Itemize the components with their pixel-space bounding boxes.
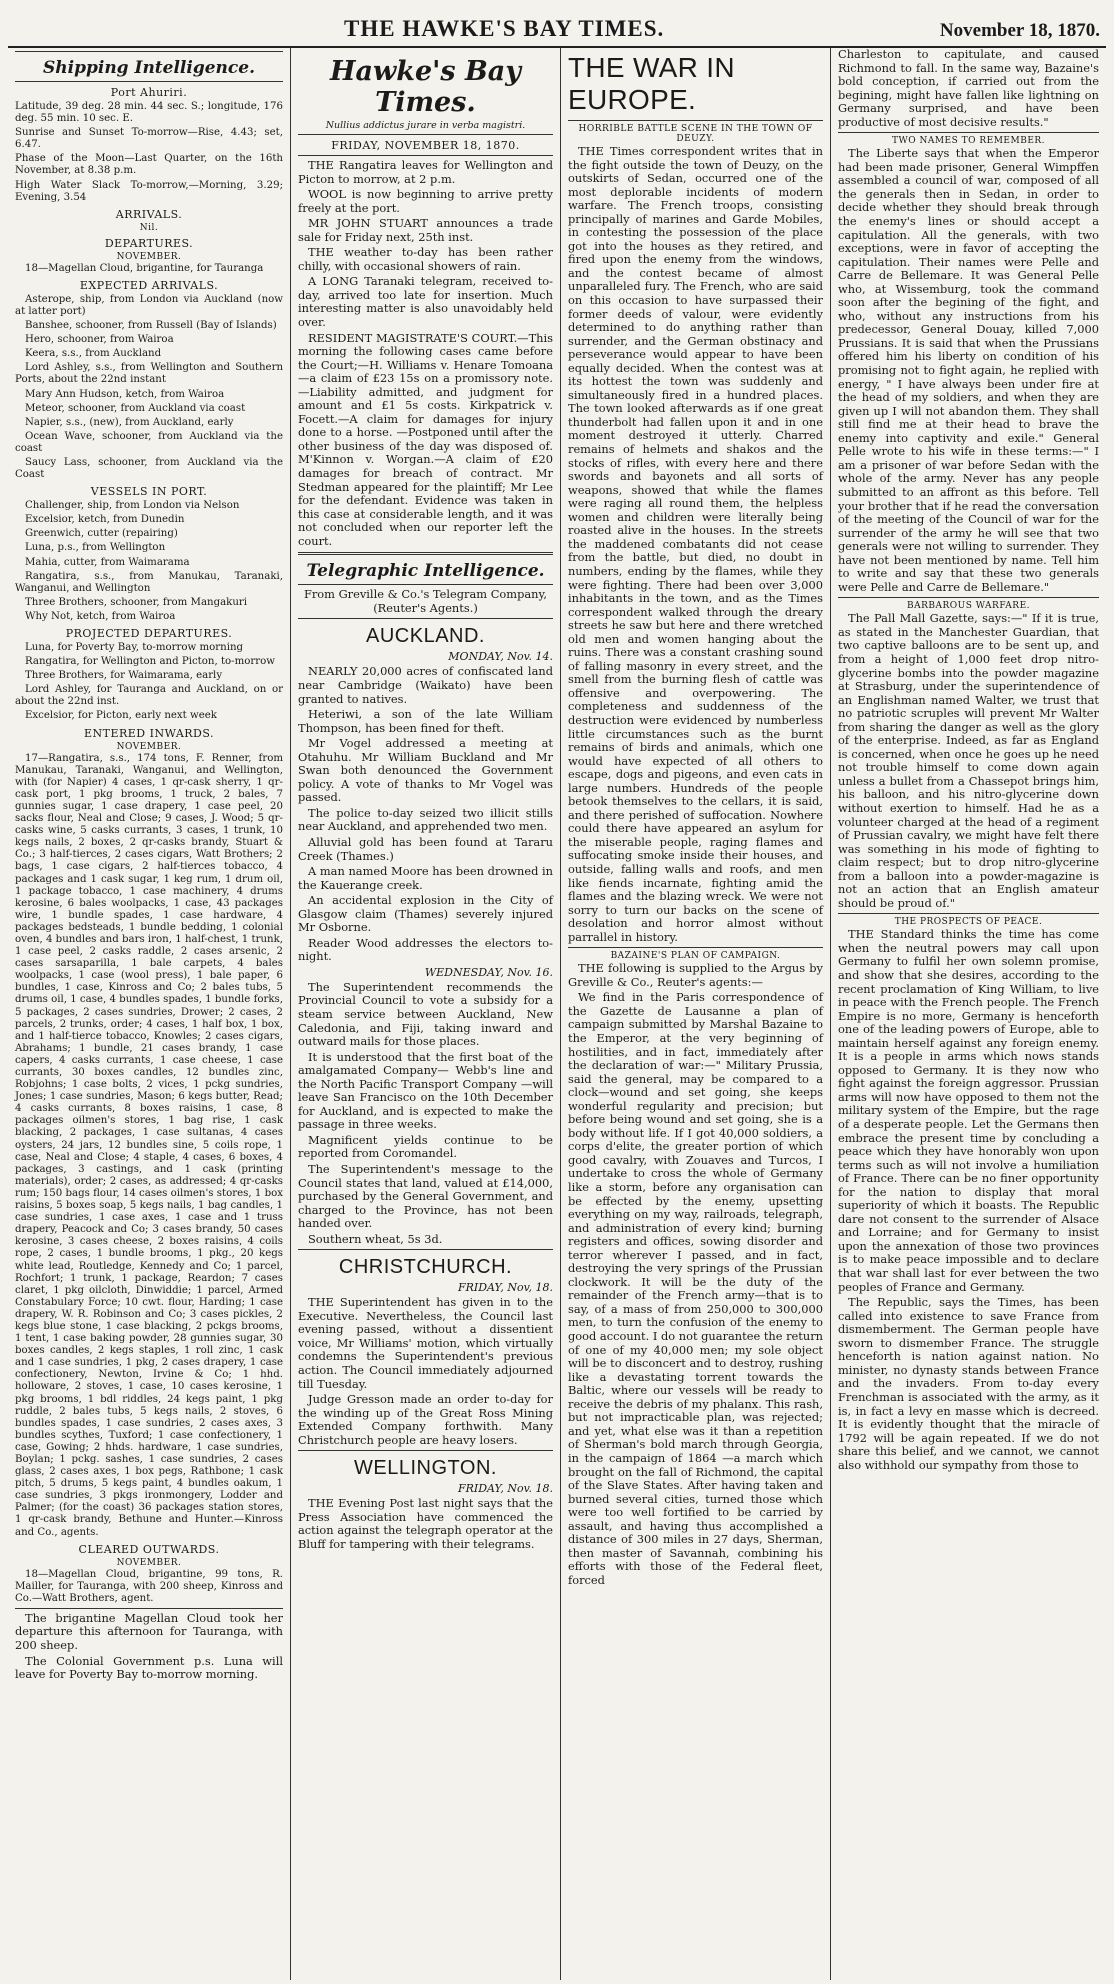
shipping-note: The brigantine Magellan Cloud took her departure this afternoon for Tauranga, with 200 sheep. <box>15 1610 283 1653</box>
local-paragraph: A LONG Taranaki telegram, received to-day, arrived too late for insertion. Much interesting matter is also unavoidably held over. <box>298 274 553 330</box>
vessels-heading: VESSELS IN PORT. <box>90 485 208 499</box>
article-bazaine: We find in the Paris correspondence of the Gazette de Lausanne a plan of campaign submitted by Marshal Bazaine to the Emperor, at the very beginning of hostilities, and in fact, immediately after the declaration of war:—" Military Prussia, said the general, may be compared to a clock—wound and set going, she keeps wonderful regularity and precision; but before being wound and set going, she is a body without life. If I got 40,000 soldiers, a corps d'elite, the greater portion of which good cavalry, with Zouaves and Turcos, I undertake to cross the whole of Germany like a storm, before any organisation can be effected by the enemy, upsetting everything on my way, railroads, telegraph, and administration of every kind; burning registers and offices, sowing disorder and terror wherever I passed, and in fact, destroying the very springs of the Prussian clockwork. It will be the duty of the remainder of the French army—that is to say, of a mass of from 250,000 to 300,000 men, to turn the confusion of the enemy to good account. I do not guarantee the return of one of my 40,000 men; my sole object will be to disconcert and to destroy, rushing like a devastating torrent towards the Baltic, where our vessels will be ready to receive the debris of my phalanx. This rash, but not impracticable plan, was rejected; and yet, what else was it than a repetition of Sherman's bold march through Georgia, in the campaign of 1864 —a march which brought on the fall of Richmond, the capital of the Slave States. After having taken and burned several cities, turned those which were too well fortified to be carried by assault, and having thus accomplished a distance of 300 miles in 27 days, Sherman, then master of Savannah, combining his efforts with those of the Federal fleet, forced <box>568 990 823 1587</box>
shipping-note: The Colonial Government p.s. Luna will leave for Poverty Bay to-morrow morning. <box>15 1653 283 1682</box>
expected-entry: Keera, s.s., from Auckland <box>25 348 162 360</box>
shipping-heading: Shipping Intelligence. <box>43 58 255 78</box>
cleared-heading: CLEARED OUTWARDS. <box>78 1542 220 1556</box>
vessel-entry: Three Brothers, schooner, from Mangakuri <box>25 596 248 608</box>
article-deuzy: THE Times correspondent writes that in the fight outside the town of Deuzy, on the outskirts of Sedan, occurred one of the most deplorable incidents of modern warfare. The French troops, consisting principally of marines and Garde Mobiles, in contesting the possession of the place got into the houses as they retired, and fired upon the enemy from the windows, and the contest became of almost unparalleled fury. The French, who are said on this occasion to have surpassed their former deeds of valour, were evidently determined to do anything rather than surrender, and the German obstinacy and perseverance would appear to have been equally decided. When the contest was at its hottest the town was suddenly and simultaneously fired in a hundred places. The town looked afterwards as if one great thunderbolt had fallen upon it and in one moment destroyed it utterly. Charred remains of helmets and shakos and the stocks of rifles, with every here and there swords and bayonets and all sorts of weapons, showed that while the flames were raging all round them, the helpless women and children were literally being roasted alive in the houses. In the streets the maddened combatants did not cease from the battle, but died, no doubt in numbers, ending by the flames, while they were fighting. There had been over 3,000 inhabitants in the town, and as the Times correspondent walked through the dreary streets he saw but here and there wretched old men and women hanging about the ruins. There was a constant crashing sound of falling masonry in every street, and the smell from the burning flesh of cattle was offensive and overpowering. The completeness and suddenness of the destruction were evidenced by numberless little circumstances such as the burnt remains of birds and animals, which one would have expected of all others to escape, dogs and pigeons, and even cats in large numbers. Hundreds of the people betook themselves to the cellars, it is said, and there perished of suffocation. Nowhere could there have appeared an asylum for the miserable people, raging flames and suffocating smoke inside their houses, and outside, falling walls and roofs, and men like fiends incarnate, fighting amid the flames and the blazing wreck. We were not sorry to turn our backs on the scene of desolation and horror almost without parrallel in history. <box>568 144 823 944</box>
dateline: MONDAY, Nov. 14. <box>448 650 553 664</box>
dateline: FRIDAY, Nov, 18. <box>457 1281 553 1295</box>
expected-entry: Meteor, schooner, from Auckland via coast <box>25 402 246 414</box>
local-paragraph: MR JOHN STUART announces a trade sale for Friday next, 25th inst. <box>298 216 553 244</box>
projected-heading: PROJECTED DEPARTURES. <box>65 627 233 640</box>
expected-entry: Mary Ann Hudson, ketch, from Wairoa <box>25 388 225 400</box>
article-peace: THE Standard thinks the time has come when the neutral powers may call upon Germany to fulfil her own solemn promise, and show that she desires, according to the recent proclamation of King William, to live in peace with the French people. The French Empire is no more, Germany is henceforth one of the leading powers of Europe, able to maintain herself against any foreign enemy. It is a people in arms which nows stands opposed to Germany. It is they now who fight against the foreign aggressor. Prussian arms will now have opposed to them not the military system of the Empire, but the rage of a desperate people. Let the Germans then embrace the present time by concluding a peace which they have honorably won upon terms such as will not involve a humiliation of France. There can be no finer opportunity for the nation to display that moral superiority of which it boasts. The Republic dare not consent to the surrender of Alsace and Lorraine; and for Germany to insist upon the annexation of those two provinces is to make peace impossible and to declare that war shall last for ever between the two peoples of France and Germany. <box>838 927 1099 1294</box>
projected-entry: Lord Ashley, for Tauranga and Auckland, on or about the 22nd inst. <box>15 684 283 708</box>
local-paragraph: WOOL is now beginning to arrive pretty freely at the port. <box>298 187 553 215</box>
local-paragraph: THE weather to-day has been rather chilly, with occasional showers of rain. <box>298 245 553 273</box>
sun-line: Sunrise and Sunset To-morrow—Rise, 4.43; set, 6.47. <box>15 127 283 151</box>
projected-entry: Rangatira, for Wellington and Picton, to-morrow <box>25 656 276 668</box>
column-war <box>560 48 830 1980</box>
newspaper-title: THE HAWKE'S BAY TIMES. <box>344 16 665 41</box>
city-heading-auckland: AUCKLAND. <box>366 625 485 648</box>
vessel-entry: Rangatira, s.s., from Manukau, Taranaki, Wanganui, and Wellington <box>15 570 283 594</box>
subheading-names: TWO NAMES TO REMEMBER. <box>891 136 1046 147</box>
news-item: Heteriwi, a son of the late William Thompson, has been fined for theft. <box>298 707 553 735</box>
news-item: Southern wheat, 5s 3d. <box>308 1231 443 1246</box>
expected-entry: Napier, s.s., (new), from Auckland, early <box>25 416 234 428</box>
column-shipping <box>8 48 290 1980</box>
projected-entry: Three Brothers, for Waimarama, early <box>25 670 223 682</box>
moon-line: Phase of the Moon—Last Quarter, on the 16th November, at 8.38 p.m. <box>15 153 283 177</box>
expected-entry: Asterope, ship, from London via Auckland (now at latter port) <box>15 293 283 317</box>
vessel-entry: Greenwich, cutter (repairing) <box>25 528 178 540</box>
departures-heading: DEPARTURES. <box>104 236 194 250</box>
local-paragraph: THE Rangatira leaves for Wellington and Picton to morrow, at 2 p.m. <box>298 158 553 186</box>
article-names: The Liberte says that when the Emperor had been made prisoner, General Wimpffen assembled a council of war, composed of all the generals then in Sedan, in order to decide whether they should break through the enemy's lines or should accept a capitulation. All the generals, with two exceptions, were in favor of accepting the capitulation. Their names were Pelle and Carre de Bellemare. It was General Pelle who, at Wissemburg, took the command soon after the begining of the fight, and who, without any instructions from his predecessor, General Douay, killed 7,000 Prussians. It is said that when the Prussians offered him his liberty on condition of his promising not to fight again, he replied with energy, " I have always been under fire at the head of my soldiers, and when they are given up I will not abandon them. They shall still find me at their head to brave the enemy into captivity and exile." General Pelle wrote to his wife in these terms:—" I am a prisoner of war before Sedan with the whole of the army. Never has any people submitted to an affront as this before. Tell your brother that if he read the conversation of the meeting of the Council of war for the surrender of the army he will see that two generals were not willing to surrender. They have not been mentioned by name. Tell him to write and say that these two generals were Pelle and Carre de Bellemare." <box>838 146 1099 594</box>
continued-text: Charleston to capitulate, and caused Richmond to fall. In the same way, Bazaine's bold conception, if carried out from the begining, might have fallen like lightning on Germany surprised, and have been productive of most decisive results." <box>838 48 1099 129</box>
month-label: NOVEMBER. <box>116 1557 182 1568</box>
article-peace: The Republic, says the Times, has been called into existence to save France from dismemberment. The German people have sworn to dismember France. The struggle henceforth is nation against nation. No minister, no dynasty stands between France and the invaders. From to-day every Frenchman is associated with the army, as it is, in fact a levy en masse which is decreed. It is evidently thought that the miracle of 1792 will be again repeated. If we do not share this belief, and we cannot, we cannot also withhold our sympathy from those to <box>838 1295 1099 1472</box>
paper-masthead: Hawke's Bay Times. <box>329 56 521 118</box>
city-heading-christchurch: CHRISTCHURCH. <box>338 1256 513 1279</box>
edition-dateline: FRIDAY, NOVEMBER 18, 1870. <box>331 139 520 152</box>
telegraphic-heading: Telegraphic Intelligence. <box>306 561 545 582</box>
news-item: The police to-day seized two illicit stills near Auckland, and apprehended two men. <box>298 805 553 834</box>
vessel-entry: Luna, p.s., from Wellington <box>25 542 166 554</box>
vessel-entry: Challenger, ship, from London via Nelson <box>25 500 240 512</box>
expected-entry: Saucy Lass, schooner, from Auckland via the Coast <box>15 456 283 481</box>
news-item: THE Superintendent has given in to the Executive. Nevertheless, the Council last evening passed, without a dissentient voice, Mr Williams' motion, which virtually condemns the Superintendent's previous action. The Council immediately adjourned till Tuesday. <box>298 1295 553 1391</box>
article-barbarous: The Pall Mall Gazette, says:—" If it is true, as stated in the Manchester Guardian, that two captive balloons are to be sent up, and from a height of 1,000 feet drop nitro-glycerine bombs into the powder magazine at Strasburg, under the superintendence of an Englishman named Walter, we trust that no patriotic scruples will prevent Mr Walter from sharing the danger as well as the glory of the enterprise. Indeed, as far as England is concerned, when once he goes up he need not trouble himself to come down again unless a bullet from a Chassepot brings him, his balloon, and his nitro-glycerine down without exertion to himself. Had he as a volunteer charged at the head of a regiment of Prussian cavalry, we might have felt there was something in his mode of fighting to claim respect; but to drop nitro-glycerine from a balloon into a powder-magazine is not an action that an English amateur should be proud of." <box>838 611 1099 910</box>
column-war-continued <box>830 48 1106 1980</box>
city-heading-wellington: WELLINGTON. <box>354 1457 497 1480</box>
expected-entry: Hero, schooner, from Wairoa <box>25 334 174 346</box>
news-item: The Superintendent's message to the Council states that land, valued at £14,000, purchased by the General Government, and charged to the Province, has not been handed over. <box>298 1162 553 1231</box>
expected-heading: EXPECTED ARRIVALS. <box>79 278 219 292</box>
month-label: NOVEMBER. <box>116 251 182 262</box>
month-label: NOVEMBER. <box>116 741 182 752</box>
projected-entry: Excelsior, for Picton, early next week <box>25 710 217 722</box>
news-item: THE Evening Post last night says that the Press Association have commenced the action against the telegraph operator at the Bluff for tampering with their telegrams. <box>298 1496 553 1551</box>
war-title: THE WAR IN EUROPE. <box>568 52 735 115</box>
departure-entry: 18—Magellan Cloud, brigantine, for Tauranga <box>25 262 264 274</box>
expected-entry: Banshee, schooner, from Russell (Bay of Islands) <box>25 320 277 332</box>
news-item: Mr Vogel addressed a meeting at Otahuhu. Mr William Buckland and Mr Swan both denounced the Government policy. A vote of thanks to Mr Vogel was passed. <box>298 736 553 805</box>
news-item: Judge Gresson made an order to-day for the winding up of the Great Ross Mining Extended Company forthwith. Many Christchurch people are heavy losers. <box>298 1392 553 1447</box>
subheading-deuzy: HORRIBLE BATTLE SCENE IN THE TOWN OF DEUZY. <box>578 124 813 144</box>
subheading-bazaine: BAZAINE'S PLAN OF CAMPAIGN. <box>610 951 781 962</box>
dateline: FRIDAY, Nov. 18. <box>457 1482 553 1496</box>
vessel-entry: Mahia, cutter, from Waimarama <box>25 556 190 568</box>
dateline: WEDNESDAY, Nov. 16. <box>424 965 553 979</box>
latitude-line: Latitude, 39 deg. 28 min. 44 sec. S.; longitude, 176 deg. 55 min. 10 sec. E. <box>15 101 283 125</box>
telegram-source: From Greville & Co.'s Telegram Company, (Reuter's Agents.) <box>303 587 548 615</box>
news-item: The Superintendent recommends the Provincial Council to vote a subsidy for a steam service between Auckland, New Caledonia, and Fiji, taking inward and outward mails for those places. <box>298 979 553 1049</box>
column-local <box>290 48 560 1980</box>
news-item: An accidental explosion in the City of Glasgow claim (Thames) severely injured Mr Osborne. <box>298 893 553 935</box>
news-item: It is understood that the first boat of the amalgamated Company— Webb's line and the North Pacific Transport Company —will leave San Francisco on the 10th December for Auckland, and is expected to make the passage in three weeks. <box>298 1049 553 1132</box>
news-item: Reader Wood addresses the electors to-night. <box>298 935 553 964</box>
news-item: Alluvial gold has been found at Tararu Creek (Thames.) <box>298 834 553 863</box>
news-item: Magnificent yields continue to be reported from Coromandel. <box>298 1132 553 1161</box>
vessel-entry: Excelsior, ketch, from Dunedin <box>25 514 185 526</box>
expected-entry: Lord Ashley, s.s., from Wellington and Southern Ports, about the 22nd instant <box>15 362 283 386</box>
news-item: A man named Moore has been drowned in the Kauerange creek. <box>298 864 553 892</box>
article-bazaine: THE following is supplied to the Argus by Greville & Co., Reuter's agents:— <box>568 961 823 989</box>
expected-entry: Ocean Wave, schooner, from Auckland via the coast <box>15 430 283 454</box>
vessel-entry: Why Not, ketch, from Wairoa <box>25 610 176 622</box>
arrivals-nil: Nil. <box>139 222 159 233</box>
issue-date: November 18, 1870. <box>939 20 1100 41</box>
water-line: High Water Slack To-morrow,—Morning, 3.29; Evening, 3.54 <box>15 179 283 203</box>
motto: Nullius addictus jurare in verba magistri. <box>325 120 526 131</box>
inwards-heading: ENTERED INWARDS. <box>83 726 215 740</box>
cleared-text: 18—Magellan Cloud, brigantine, 99 tons, R. Mailler, for Tauranga, with 200 sheep, Kinross and Co.—Watt Brothers, agent. <box>15 1568 283 1604</box>
arrivals-heading: ARRIVALS. <box>115 207 183 221</box>
inwards-text: 17—Rangatira, s.s., 174 tons, F. Renner, from Manukau, Taranaki, Wanganui, and Wellington, with (for Napier) 4 cases, 1 qr-cask sherry, 1 qr-cask port, 1 pkg brooms, 1 truck, 2 bales, 7 gunnies sugar, 1 case drapery, 1 case peel, 20 sacks flour, Neal and Close; 9 cases, J. Wood; 5 qr-casks wine, 5 casks currants, 3 cases, 1 trunk, 10 kegs nails, 2 boxes, 2 qr-casks brandy, Stuart & Co.; 3 half-tierces, 2 cases cigars, Watt Brothers; 2 bags, 1 case cigars, 2 half-tierces tobacco, 4 packages and 1 cask sugar, 1 keg rum, 1 drum oil, 1 package tobacco, 1 case machinery, 4 drums kerosine, 6 bales woolpacks, 1 case, 43 packages wire, 1 bundle spades, 1 case hardware, 4 packages bedsteads, 1 bundle bedding, 1 colonial oven, 4 bundles and bars iron, 1 half-chest, 1 trunk, 1 case peel, 2 casks raddle, 2 cases arsenic, 2 cases sarsaparilla, 1 bale carpets, 4 bales woolpacks, 1 case (wool press), 1 bale paper, 6 bundles, 1 case, Kinross and Co; 2 bales tubs, 5 drums oil, 1 case, 4 bundles spades, 1 bundle forks, 5 packages, 2 cases sundries, Drower; 2 cases, 2 parcels, 2 trunks, order; 4 cases, 1 half box, 1 box, and 1 half-tierce tobacco, Knowles; 2 cases cigars, Abrahams; 1 bundle, 21 cases brandy, 1 case capers, 4 casks currants, 1 case cheese, 1 case currants, 30 boxes candles, 12 bundles zinc, Robjohns; 1 case bolts, 2 vices, 1 pckg sundries, Jones; 1 case sundries, Mason; 6 kegs butter, Read; 4 casks currants, 8 boxes raisins, 1 case, 8 packages oilmen's stores, 1 bag rise, 1 cask blacking, 2 packages, 1 case sultanas, 4 cases oysters, 24 jars, 12 bundles sine, 5 coils rope, 1 case, Neal and Close; 4 staple, 4 cases, 6 boxes, 4 packages, 3 castings, and 1 cask (printing materials), order; 2 cases, as addressed; 4 qr-casks rum; 150 bags flour, 14 cases oilmen's stores, 1 box raisins, 5 boxes soap, 5 kegs nails, 1 bag candles, 1 case sundries, 1 case axes, 1 case and 1 truss drapery, Peacock and Co; 3 cases brandy, 50 cases kerosine, 3 cases cheese, 2 boxes raisins, 4 coils rope, 2 cases, 1 bundle brooms, 1 pkg., 20 kegs white lead, Routledge, Kennedy and Co; 1 parcel, Rochfort; 1 trunk, 1 package, Reardon; 7 cases claret, 1 pkg oilcloth, Dinwiddie; 1 parcel, Armed Constabulary Force; 10 cwt. flour, Harding; 1 case drapery, W. R. Robinson and Co; 3 cases pickles, 2 kegs blue stone, 1 case blacking, 2 pckgs brooms, 1 tent, 1 case baking powder, 28 gunnies sugar, 30 boxes candles, 2 kegs staples, 1 roll zinc, 1 cask and 1 case sundries, 1 pkg, 2 cases drapery, 1 case confectionery, Newton, Irvine & Co; 1 hhd. holloware, 2 stoves, 1 case, 10 cases kerosine, 1 pkg brooms, 1 bdl riddles, 24 kegs paint, 1 pkg ruddle, 2 bales tubs, 5 kegs nails, 2 stoves, 6 bundles spades, 1 case sundries, 2 cases axes, 3 bundles scythes, Tuxford; 1 case confectionery, 1 case, Gowing; 2 hhds. hardware, 1 case sundries, Boylan; 1 pckg. sashes, 1 case sundries, 2 cases glass, 2 cases axes, 1 box pegs, Rathbone; 1 cask pitch, 5 drums, 5 kegs paint, 4 bundles oakum, 1 case sundries, 3 pkgs ironmongery, Lodder and Palmer; (for the coast) 36 packages station stores, 1 qr-cask brandy, Bethune and Hunter.—Kinross and Co., agents. <box>15 752 283 1538</box>
local-paragraph: RESIDENT MAGISTRATE'S COURT.—This morning the following cases came before the Court;—H. Williams v. Henare Tomoana—a claim of £23 15s on a promissory note.—Liability admitted, and judgment for amount and £1 5s costs. Kirkpatrick v. Focett.—A claim for damages for injury done to a horse. —Postponed until after the other business of the day was disposed of. M'Kinnon v. Worgan.—A claim of £20 damages for breach of contract. Mr Stedman appeared for the plaintiff; Mr Lee for the defendant. Evidence was taken in this case at considerable length, and it was not concluded when our reporter left the court. <box>298 330 553 548</box>
page-header <box>8 8 1106 48</box>
news-item: NEARLY 20,000 acres of confiscated land near Cambridge (Waikato) have been granted to natives. <box>298 664 553 706</box>
columns <box>8 48 1106 1980</box>
subheading-peace: THE PROSPECTS OF PEACE. <box>894 917 1043 928</box>
port-heading: Port Ahuriri. <box>110 86 188 99</box>
projected-entry: Luna, for Poverty Bay, to-morrow morning <box>25 642 244 653</box>
subheading-barbarous: BARBAROUS WARFARE. <box>906 601 1031 612</box>
